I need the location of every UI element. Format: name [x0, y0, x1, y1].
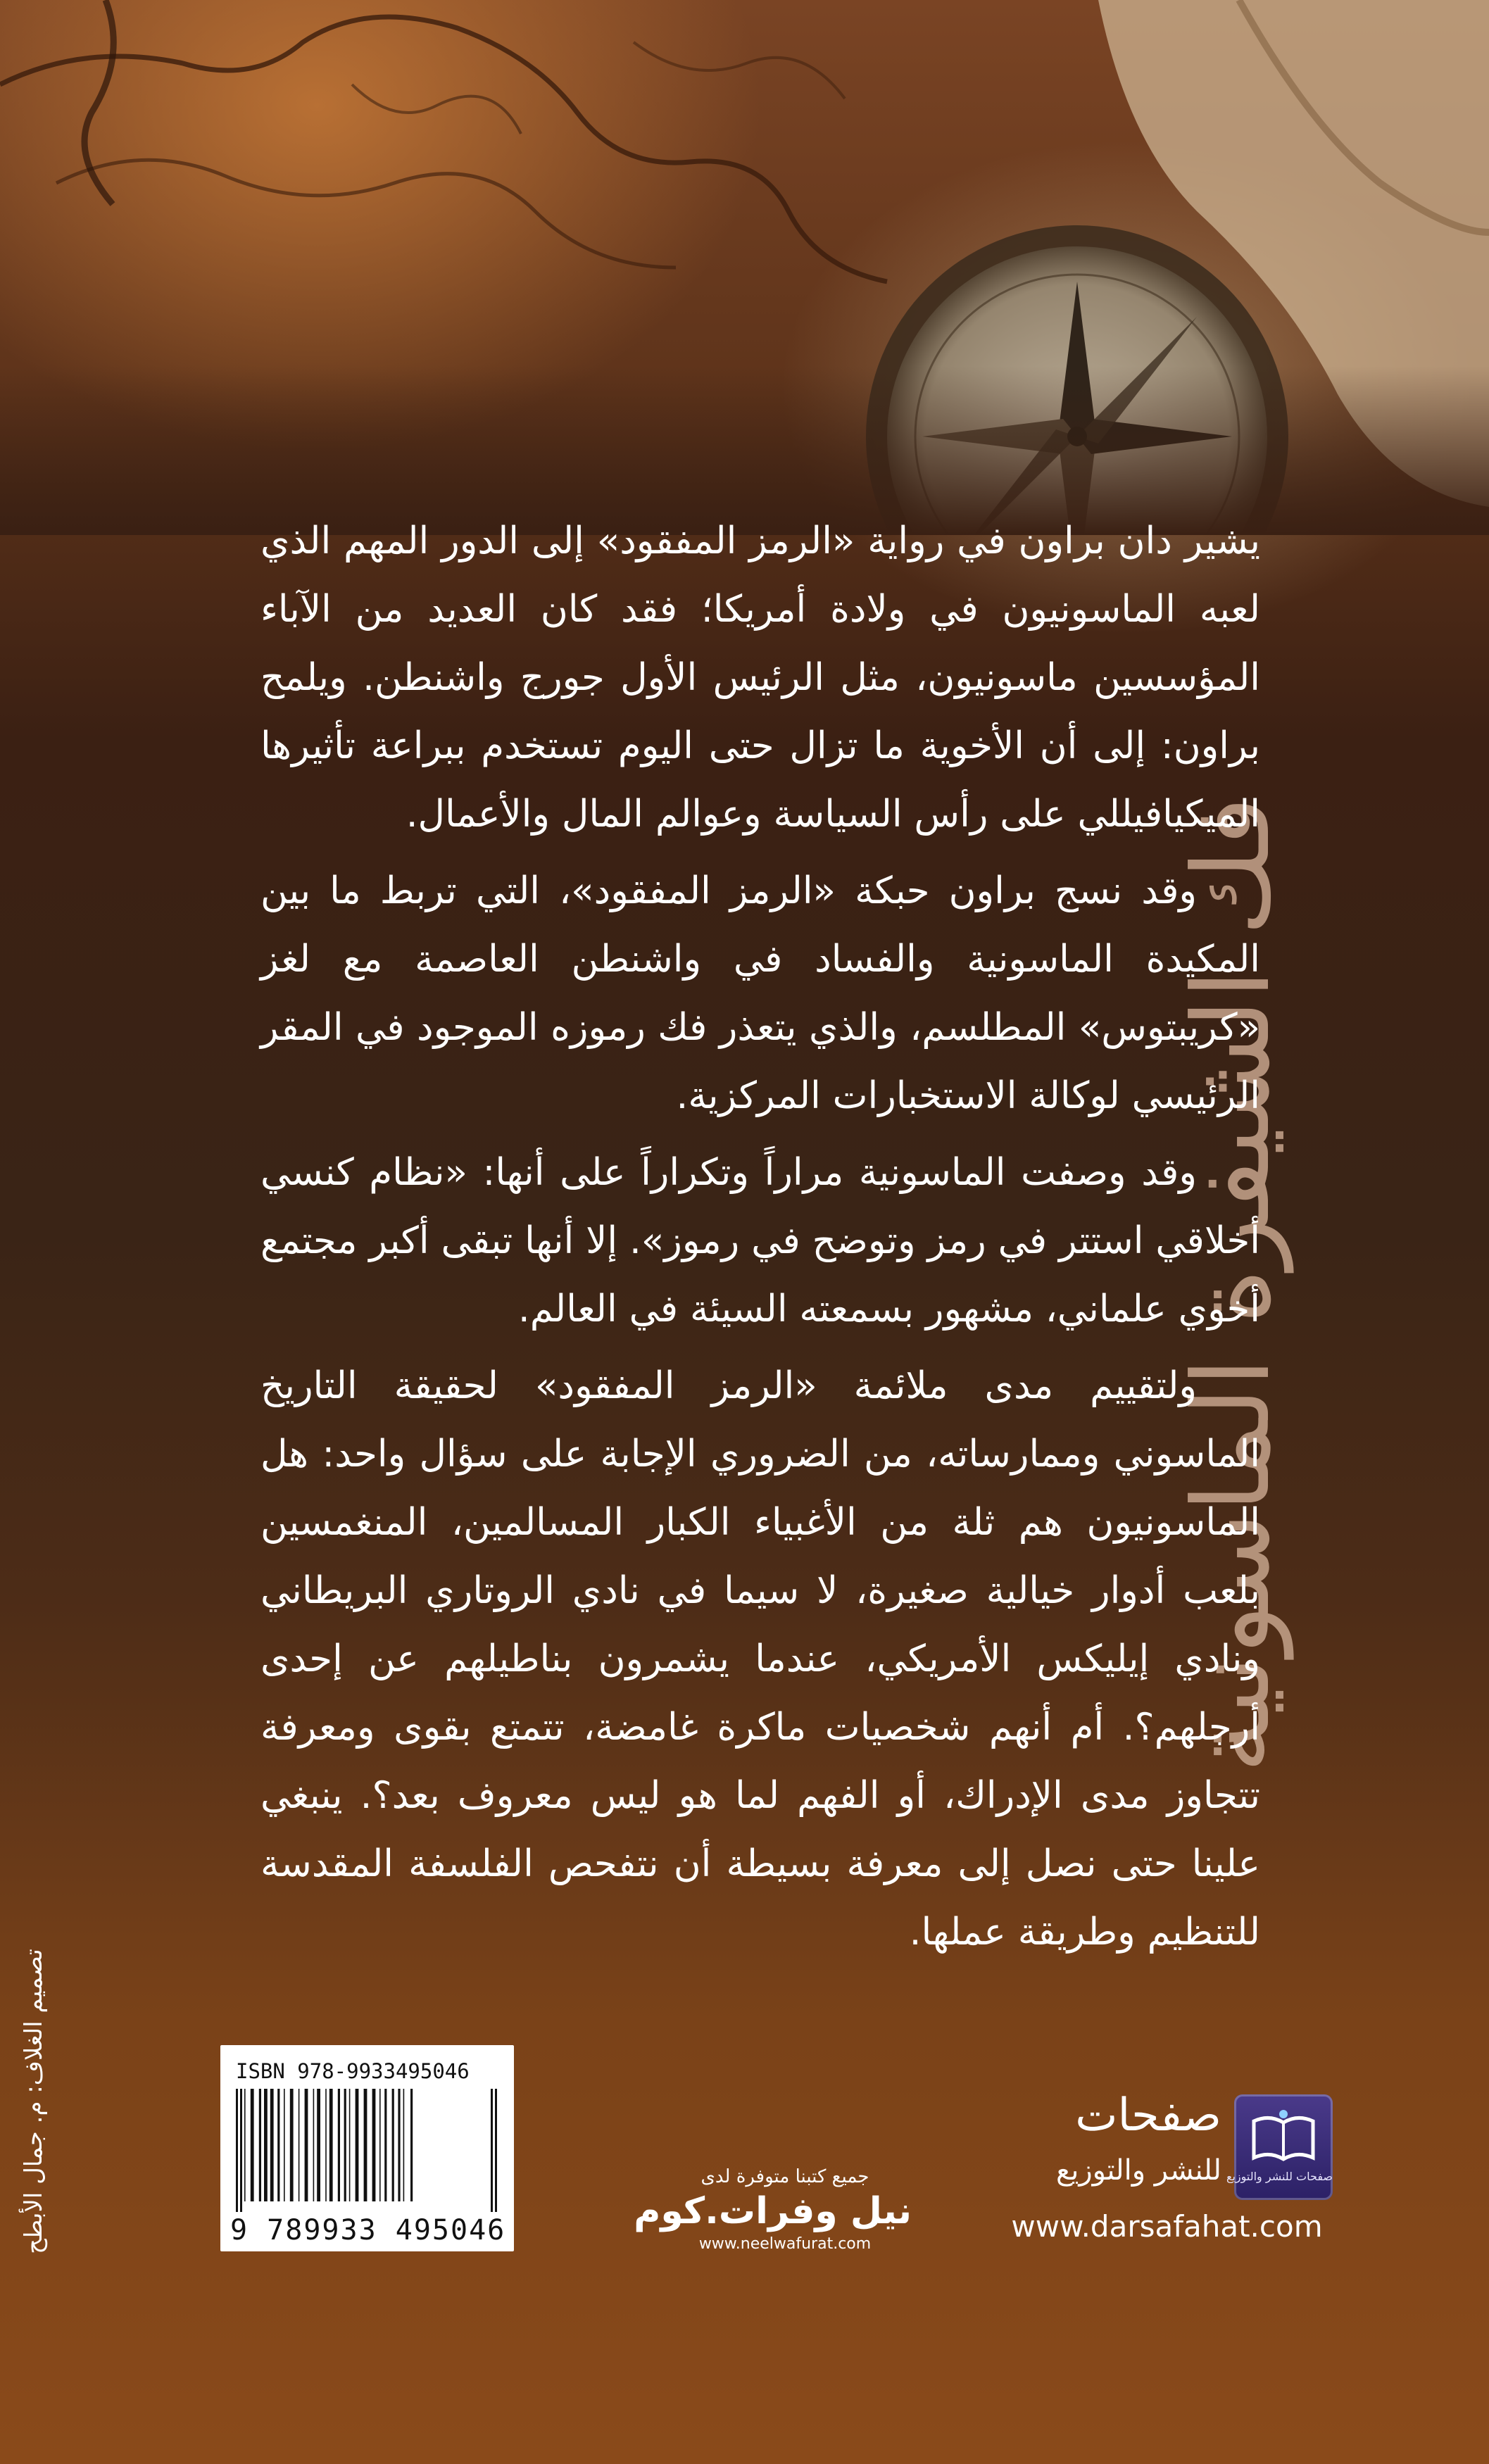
retailer-logo: نيل وفرات.كوم — [634, 2190, 912, 2232]
publisher-tagline: للنشر والتوزيع — [1055, 2154, 1221, 2187]
blurb-paragraph: وقد نسج براون حبكة «الرمز المفقود»، التي تربط ما بين المكيدة الماسونية والفساد في واشنطن العاصمة مع لغز «كريبتوس» المطلسم، والذي يتعذر فك رموزه الموجود في المقر الرئيسي لوكالة الاستخبارات المركزية. — [260, 869, 1260, 1117]
publisher-book-icon — [1248, 2107, 1319, 2168]
publisher-name: صفحات — [1075, 2089, 1221, 2142]
blurb-paragraph: يشير دان براون في رواية «الرمز المفقود» إلى الدور المهم الذي لعبه الماسونيون في ولادة أمريكا؛ فقد كان العديد من الآباء المؤسسين ماسونيون، مثل الرئيس الأول جورج واشنطن. ويلمح براون: إلى أن الأخوية ما تزال حتى اليوم تستخدم ببراعة تأثيرها الميكيافيللي على رأس السياسة وعوالم المال والأعمال. — [260, 520, 1260, 836]
blurb-paragraph: وقد وصفت الماسونية مراراً وتكراراً على أنها: «نظام كنسي أخلاقي استتر في رمز وتوضح في رموز». إلا أنها تبقى أكبر مجتمع أخوي علماني، مشهور بسمعته السيئة في العالم. — [260, 1151, 1260, 1331]
barcode-bars — [233, 2089, 501, 2212]
vertical-book-title: فك الشيفرة الماسونية — [1171, 796, 1293, 1773]
retailer-url: www.neelwafurat.com — [698, 2235, 872, 2253]
blurb-paragraph: ولتقييم مدى ملائمة «الرمز المفقود» لحقيقة التاريخ الماسوني وممارساته، من الضروري الإجابة على سؤال واحد: هل الماسونيون هم ثلة من الأغبياء الكبار المسالمين، المنغمسين بلعب أدوار خيالية صغيرة، لا سيما في نادي الروتاري البريطاني ونادي إيليكس الأمريكي، عندما يشمرون بناطيلهم عن إحدى أرجلهم؟. أم أنهم شخصيات ماكرة غامضة، تتمتع بقوى ومعرفة تتجاوز مدى الإدراك، أو الفهم لما هو ليس معروف بعد؟. ينبغي علينا حتى نصل إلى معرفة بسيطة أن نتفحص الفلسفة المقدسة للتنظيم وطريقة عملها. — [260, 1364, 1260, 1954]
cover-designer-credit: تصميم الغلاف: م. جمال الأبطح — [20, 1949, 48, 2254]
blurb-text — [260, 507, 1260, 1975]
isbn-label: ISBN 978-9933495046 — [236, 2059, 470, 2083]
publisher-logo-caption: صفحات للنشر والتوزيع — [1226, 2170, 1333, 2183]
map-decoration — [0, 0, 1489, 535]
retailer-block — [634, 2165, 912, 2263]
retailer-tagline: جميع كتبنا متوفرة لدى — [700, 2166, 869, 2187]
publisher-url: www.darsafahat.com — [1011, 2209, 1323, 2244]
map-illustration — [0, 0, 1489, 535]
publisher-logo — [1226, 2094, 1333, 2200]
isbn-barcode — [220, 2045, 514, 2251]
publisher-block — [989, 2073, 1355, 2263]
barcode-digits: 9 789933 495046 — [230, 2214, 506, 2246]
